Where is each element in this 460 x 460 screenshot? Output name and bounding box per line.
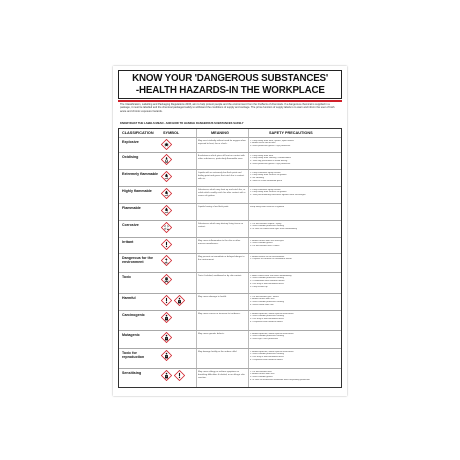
precaution-item: 2. Dispose of contents as hazardous waste	[250, 258, 292, 261]
table-row	[119, 348, 341, 368]
precaution-item: 1. Avoid exposure, obtain special instructions	[250, 350, 294, 353]
flame-icon	[161, 171, 172, 182]
precaution-item: 4. Wash hands after use	[250, 303, 274, 306]
table-row	[119, 169, 341, 186]
classification-label: Toxic	[122, 275, 132, 279]
precaution-item: 3. Wear suitable gloves	[250, 376, 273, 379]
precaution-item: 1. Avoid exposure, obtain special instructions	[250, 312, 294, 315]
hazard-meaning: May present an immediate or delayed danger to the environment.	[198, 256, 245, 261]
safety-precautions	[250, 172, 338, 183]
precaution-item: 1. Do not breathe gas / fumes	[250, 295, 279, 298]
precaution-item: 3. Use only in well-ventilated areas	[250, 318, 284, 321]
safety-precautions	[250, 313, 338, 324]
header-meaning: MEANING	[211, 131, 229, 135]
hazard-symbol	[161, 239, 172, 250]
hazard-meaning: Liquids having a low flash point.	[198, 206, 229, 208]
health-hazard-icon	[161, 370, 172, 381]
precaution-item: 3. No smoking	[250, 177, 264, 180]
classification-label: Sensitising	[122, 371, 142, 375]
precaution-item: 1. Do not breathe dust	[250, 370, 272, 373]
health-hazard-icon	[161, 332, 172, 343]
hazard-meaning: May damage fertility or the unborn child.	[198, 351, 237, 353]
skull-crossbones-icon	[161, 274, 172, 285]
classification-label: Oxidising	[122, 155, 139, 159]
corrosion-icon	[161, 222, 172, 233]
precaution-item: 1. Avoid exposure, obtain special instructions	[250, 332, 294, 335]
precaution-item: 2. Wear suitable protective clothing	[250, 225, 285, 228]
hazard-symbol	[161, 350, 172, 361]
precaution-item: 2. Wear suitable protective clothing	[250, 277, 285, 280]
precaution-item: 4. Use only in well-ventilated areas	[250, 282, 284, 285]
classification-label: Carcinogenic	[122, 313, 145, 317]
header-symbol: SYMBOL	[163, 131, 180, 135]
hazard-meaning: Toxic if inhaled, swallowed or by skin contact.	[198, 275, 242, 277]
table-row	[119, 330, 341, 348]
hazard-symbol	[161, 370, 185, 381]
hazard-meaning: May cause inflammation to the skin or other mucous membranes.	[198, 240, 241, 245]
precaution-item: 1. Keep away from heat	[250, 154, 274, 157]
precaution-item: 2. Keep away from clothing / combustibles	[250, 157, 291, 160]
exclamation-mark-icon	[161, 295, 172, 306]
classification-label: Explosive	[122, 140, 139, 144]
table-row	[119, 137, 341, 152]
hazard-meaning: Liquids with an extremely low flash point and boiling point and gases that catch fire in contact with air.	[198, 172, 245, 180]
table-row	[119, 220, 341, 237]
header-precautions: SAFETY PRECAUTIONS	[269, 131, 313, 135]
table-row	[119, 272, 341, 293]
hazard-symbol	[161, 274, 172, 285]
flame-over-circle-icon	[161, 154, 172, 165]
safety-precautions	[250, 333, 338, 341]
classification-label: Mutagenic	[122, 333, 140, 337]
precaution-item: 4. Wear protective gloves / eye protection	[250, 162, 291, 165]
table-row	[119, 368, 341, 389]
classification-label: Flammable	[122, 206, 141, 210]
exclamation-mark-icon	[174, 370, 185, 381]
precaution-item: 1. Keep away from heat, sparks, open flames	[250, 139, 294, 142]
hazard-meaning: May react violently without need for oxygen when exposed to heat, fire or shock.	[198, 140, 246, 145]
precaution-item: 2. Wear suitable protective clothing	[250, 315, 285, 318]
precaution-item: 2. Avoid contact with skin	[250, 298, 275, 301]
hazard-symbol	[161, 154, 172, 165]
precaution-item: 3. Wear suitable protective clothing	[250, 301, 285, 304]
safety-precautions	[250, 223, 338, 231]
exclamation-mark-icon	[161, 239, 172, 250]
hazard-symbol	[161, 312, 172, 323]
health-hazard-icon	[174, 295, 185, 306]
title-line-2: -HEALTH HAZARDS-IN THE WORKPLACE	[135, 84, 325, 96]
classification-label: Highly flammable	[122, 189, 152, 193]
precaution-item: 1. After contact with skin wash immediately	[250, 274, 292, 277]
safety-precautions	[250, 371, 338, 382]
safety-poster	[113, 66, 347, 396]
table-row	[119, 253, 341, 272]
subheading: KNOW WHAT THE LABELS MEAN - AND HOW TO HANDLE DANGEROUS SUBSTANCES SAFELY	[120, 122, 244, 125]
precaution-item: 2. Wear suitable gloves	[250, 242, 273, 245]
hazard-symbol	[161, 139, 172, 150]
precaution-item: 1. Avoid contact with skin and eyes	[250, 239, 284, 242]
table-row	[119, 186, 341, 203]
precaution-item: 4. If exposed seek medical advice	[250, 320, 283, 323]
precaution-item: 1. Do not breathe vapour / spray	[250, 222, 282, 225]
precaution-item: 3. Use only in well-ventilated areas	[250, 356, 284, 359]
precaution-item: 2. Wear suitable protective clothing	[250, 335, 285, 338]
hazard-meaning: Substances which may destroy living tissue on contact.	[198, 223, 244, 228]
precaution-item: 3. Take any precaution to avoid mixing	[250, 160, 288, 163]
title-underline	[118, 100, 342, 102]
precaution-item: 3. If swallowed seek medical advice	[250, 280, 285, 283]
hazard-symbol	[161, 255, 172, 266]
flame-icon	[161, 188, 172, 199]
classification-label: Toxic for reproduction	[122, 351, 145, 360]
classification-label: Corrosive	[122, 223, 139, 227]
safety-precautions	[250, 351, 338, 362]
precaution-item: 3. Wear eye / face protection	[250, 338, 278, 341]
precaution-item: 3. Take precautionary measures against static discharges	[250, 194, 306, 197]
classification-label: Extremely flammable	[122, 172, 158, 176]
exploding-bomb-icon	[161, 139, 172, 150]
hazard-symbol	[161, 222, 172, 233]
precaution-item: 2. Wear suitable protective clothing	[250, 353, 285, 356]
precaution-item: 5. Keep locked up	[250, 285, 268, 288]
intro-paragraph: The Classification, Labelling and Packaging Regulations 2015, aim to help protect people and the environment from the ill effects of chemicals. If a dangerous chemical is supplied in a package, it must be labelled and the chemical packaged safely to withstand the conditions of supply and carriage. The prime function of supply labels is to warn and inform the user of both acute and chronic exposure hazards.	[120, 103, 335, 113]
hazard-meaning: May cause allergy or asthma symptoms or breathing difficulties if inhaled, or an allergic skin reaction.	[198, 371, 245, 379]
classification-label: Harmful	[122, 296, 136, 300]
health-hazard-icon	[161, 350, 172, 361]
safety-precautions	[250, 256, 338, 262]
hazard-meaning: A substance which gives off heat on contact with other substances, particularly flammable ones.	[198, 155, 245, 160]
safety-precautions	[250, 240, 338, 248]
hazard-meaning: Substances which may heat up and catch fire, or solids which readily catch fire after contact with a source of ignition.	[198, 189, 246, 197]
hazard-meaning: May cause damage to health.	[198, 296, 227, 298]
classification-label: Dangerous for the environment	[122, 256, 153, 265]
precaution-item: 4. If exposed seek medical advice	[250, 358, 283, 361]
table-header	[119, 129, 341, 137]
environment-icon	[161, 255, 172, 266]
precaution-item: 1. Keep container tightly closed	[250, 188, 281, 191]
precaution-item: 3. Wear protective gloves / eye protection	[250, 145, 291, 148]
hazard-symbol	[161, 295, 185, 306]
safety-precautions	[250, 189, 338, 197]
safety-precautions	[250, 275, 338, 289]
hazard-meaning: May cause cancer or increase its incidence.	[198, 313, 241, 315]
table-row	[119, 203, 341, 220]
safety-precautions	[250, 296, 338, 307]
table-row	[119, 152, 341, 169]
safety-precautions	[250, 206, 338, 209]
hazard-symbol	[161, 332, 172, 343]
classification-label: Irritant	[122, 240, 134, 244]
hazard-symbol	[161, 188, 172, 199]
title-line-1: KNOW YOUR 'DANGEROUS SUBSTANCES'	[132, 72, 328, 84]
precaution-item: 2. Keep away from sources of ignition	[250, 174, 287, 177]
poster-title	[118, 70, 342, 99]
hazard-symbol	[161, 171, 172, 182]
precaution-item: 2. Avoid contact with skin	[250, 373, 275, 376]
hazard-meaning: May cause genetic defects.	[198, 333, 225, 335]
flame-icon	[161, 205, 172, 216]
header-classification: CLASSIFICATION	[122, 131, 154, 135]
safety-precautions	[250, 140, 338, 148]
table-row	[119, 237, 341, 253]
precaution-item: 3. Do not breathe dust / fumes	[250, 245, 280, 248]
health-hazard-icon	[161, 312, 172, 323]
table-row	[119, 310, 341, 330]
hazard-symbol	[161, 205, 172, 216]
table-row	[119, 293, 341, 310]
hazard-table	[118, 128, 342, 388]
precaution-item: 2. Keep away from sources of ignition	[250, 191, 287, 194]
precaution-item: 4. Store in a well-ventilated place	[250, 179, 283, 182]
precaution-item: 2. Avoid shock and friction	[250, 142, 276, 145]
precaution-item: 4. In case of insufficient ventilation wear respiratory protection	[250, 378, 310, 381]
precaution-item: 3. In case of contact with eyes rinse immediately	[250, 228, 297, 231]
precaution-item: Keep away from sources of ignition	[250, 205, 285, 208]
precaution-item: 1. Keep container tightly closed	[250, 171, 281, 174]
safety-precautions	[250, 155, 338, 166]
precaution-item: 1. Avoid release to the environment	[250, 255, 285, 258]
